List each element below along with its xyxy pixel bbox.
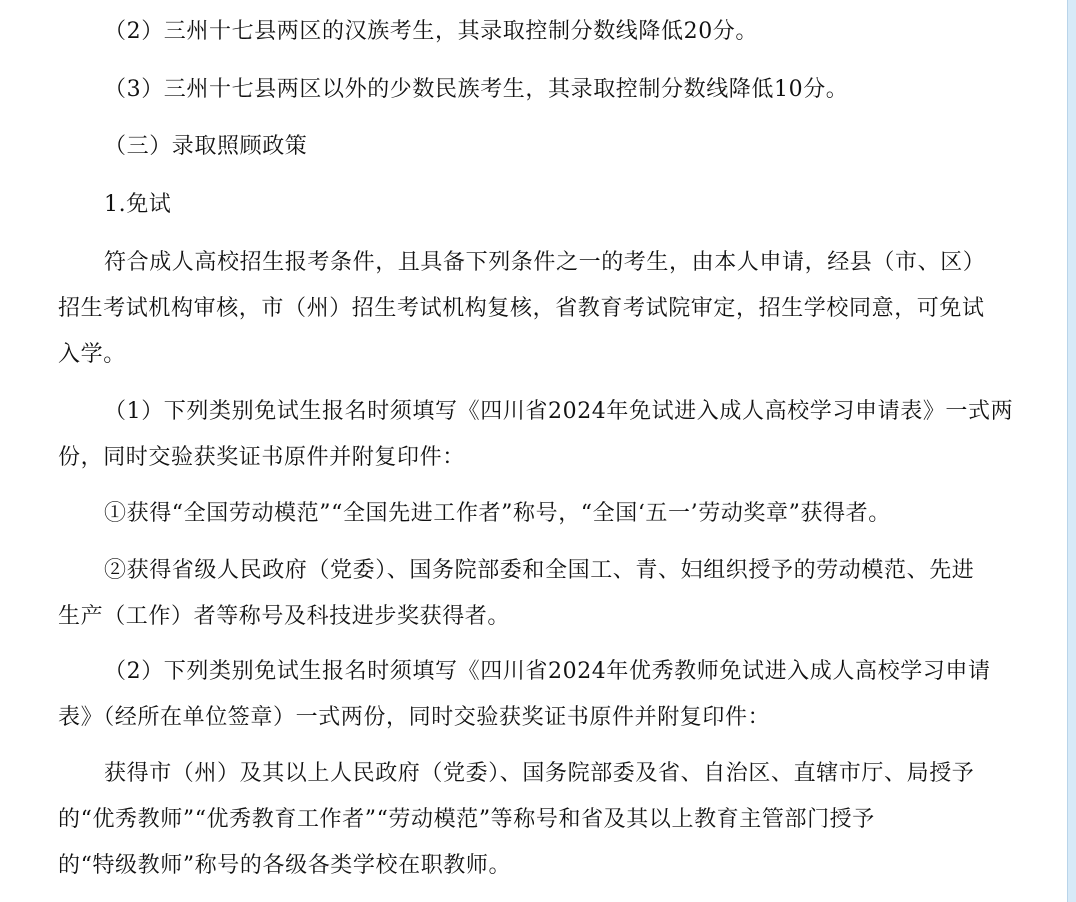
paragraph-exemption-category-1 [58,389,1028,481]
paragraph-line: 符合成人高校招生报考条件，且具备下列条件之一的考生，由本人申请，经县（市、区） [104,250,986,275]
paragraph-excellent-teachers [58,751,1028,889]
paragraph-line: ①获得“全国劳动模范”“全国先进工作者”称号，“全国‘五一’劳动奖章”获得者。 [104,501,891,526]
paragraph-line: （3）三州十七县两区以外的少数民族考生，其录取控制分数线降低10分。 [104,77,849,102]
paragraph-line: 入学。 [58,342,126,367]
paragraph-line: 的“优秀教师”“优秀教育工作者”“劳动模范”等称号和省及其以上教育主管部门授予 [58,807,875,832]
heading-line: （三）录取照顾政策 [104,134,308,159]
paragraph-line: （2）下列类别免试生报名时须填写《四川省2024年优秀教师免试进入成人高校学习申请 [104,659,991,684]
paragraph-exemption-category-2 [58,649,1028,741]
subsection-heading-exemption [58,182,1028,228]
paragraph-provincial-awards [58,548,1028,640]
paragraph-line: （1）下列类别免试生报名时须填写《四川省2024年免试进入成人高校学习申请表》一式两 [104,399,1014,424]
paragraph-line: （2）三州十七县两区的汉族考生，其录取控制分数线降低20分。 [104,19,758,44]
paragraph-han-candidates [58,9,1028,55]
heading-line: 1.免试 [104,192,172,217]
paragraph-line: ②获得省级人民政府（党委）、国务院部委和全国工、青、妇组织授予的劳动模范、先进 [104,558,975,583]
paragraph-national-model-workers [58,491,1028,537]
section-heading-admission-policy [58,124,1028,170]
paragraph-line: 的“特级教师”称号的各级各类学校在职教师。 [58,853,512,878]
paragraph-minority-candidates [58,67,1028,113]
paragraph-line: 份，同时交验获奖证书原件并附复印件： [58,445,465,470]
paragraph-line: 获得市（州）及其以上人民政府（党委）、国务院部委及省、自治区、直辖市厅、局授予 [104,761,975,786]
paragraph-line: 招生考试机构审核，市（州）招生考试机构复核，省教育考试院审定，招生学校同意，可免试 [58,296,985,321]
paragraph-line: 表》（经所在单位签章）一式两份，同时交验获奖证书原件并附复印件： [58,705,771,730]
paragraph-exemption-conditions [58,240,1028,378]
paragraph-line: 生产（工作）者等称号及科技进步奖获得者。 [58,604,511,629]
